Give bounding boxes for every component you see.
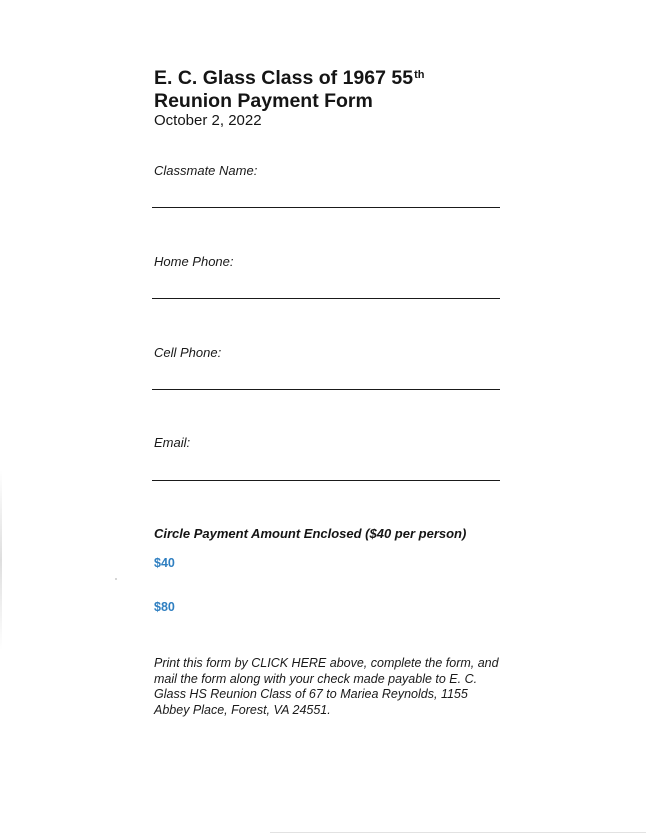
payment-heading: Circle Payment Amount Enclosed ($40 per person) [154, 526, 467, 541]
form-title-superscript: th [414, 69, 425, 81]
form-title [154, 67, 514, 113]
form-title-main: E. C. Glass Class of 1967 55 [154, 67, 414, 89]
scan-dust-dot [115, 578, 117, 580]
classmate-name-line[interactable] [152, 207, 500, 208]
home-phone-line[interactable] [152, 298, 500, 299]
cell-phone-label: Cell Phone: [154, 345, 222, 360]
payment-option-80[interactable]: $80 [154, 600, 175, 614]
form-title-line2: Reunion Payment Form [154, 90, 373, 112]
mailing-instructions: Print this form by CLICK HERE above, complete the form, and mail the form along with your check made payable to E. C. Glass HS Reunion Class of 67 to Mariea Reynolds, 1155 Abbey Place, Forest, VA 24551. [154, 656, 499, 717]
scan-bottom-edge [270, 832, 646, 833]
scan-edge-mark [0, 470, 2, 650]
cell-phone-line[interactable] [152, 389, 500, 390]
email-label: Email: [154, 435, 191, 450]
classmate-name-label: Classmate Name: [154, 163, 258, 178]
form-date: October 2, 2022 [154, 112, 262, 129]
payment-option-40[interactable]: $40 [154, 556, 175, 570]
home-phone-label: Home Phone: [154, 254, 234, 269]
email-line[interactable] [152, 480, 500, 481]
